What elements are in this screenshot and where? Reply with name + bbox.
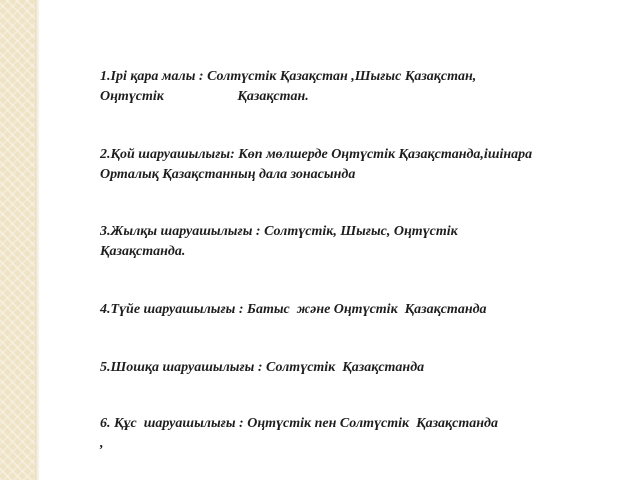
trailing-comma: , [100, 436, 104, 451]
list-item-horse: 3.Жылқы шаруашылығы : Солтүстік, Шығыс, Оңтүстік Қазақстанда. [100, 224, 458, 259]
list-item-sheep: 2.Қой шаруашылығы: Көп мөлшерде Оңтүстік Қазақстанда,ішінара Орталық Қазақстанның дала зонасында [100, 147, 533, 182]
list-item-cattle: 1.Ірі қара малы : Солтүстік Қазақстан ,Шығыс Қазақстан, Оңтүстік Қазақстан. [100, 69, 477, 104]
decorative-side-stripe [0, 0, 35, 480]
stripe-edge [35, 0, 40, 480]
list-item-poultry: 6. Құс шаруашылығы : Оңтүстік пен Солтүстік Қазақстанда [100, 416, 498, 431]
slide-content [100, 0, 625, 480]
list-item-pig: 5.Шошқа шаруашылығы : Солтүстік Қазақстанда [100, 360, 425, 375]
list-item-camel: 4.Түйе шаруашылығы : Батыс және Оңтүстік Қазақстанда [100, 302, 487, 317]
